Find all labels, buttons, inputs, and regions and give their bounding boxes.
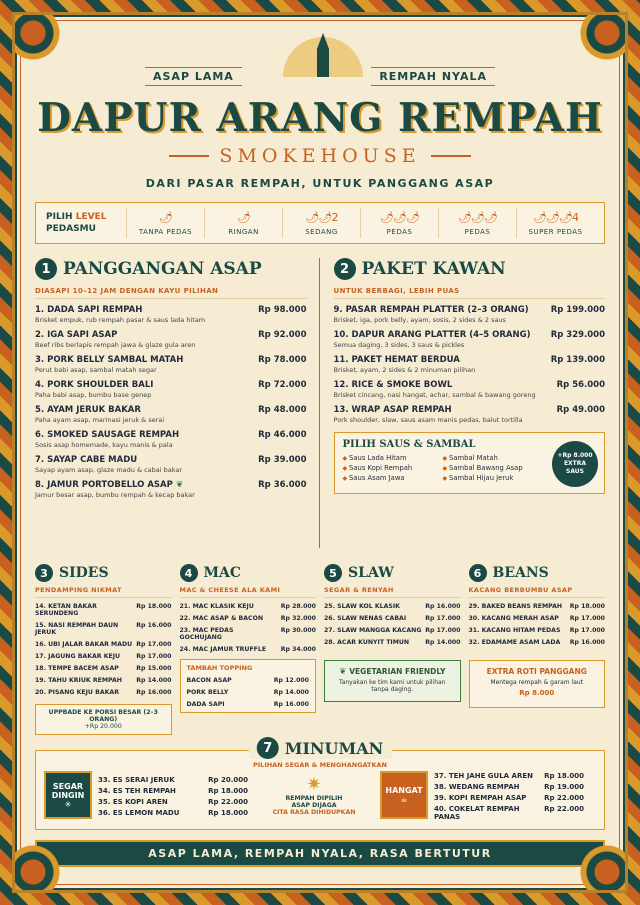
section-number: 4 (180, 564, 198, 582)
menu-item-price: Rp 199.000 (550, 305, 605, 315)
leaf-icon: ❦ (175, 480, 184, 490)
menu-item (35, 455, 307, 474)
menu-item (35, 653, 172, 660)
menu-item-text (334, 380, 536, 399)
sauce-item: ◆ Sambal Hijau Jeruk (443, 474, 543, 482)
menu-item (98, 776, 248, 784)
menu-item-price: Rp 12.000 (273, 677, 309, 684)
section-mac (180, 564, 317, 742)
menu-item-price: Rp 14.000 (273, 689, 309, 696)
menu-item-price: Rp 16.000 (136, 689, 172, 696)
cup-icon: ☕ (400, 795, 408, 804)
menu-item-desc: Brisket, iga, pork belly, ayam, sosis, 2 sides & 2 saus (333, 316, 506, 324)
menu-item-name: 13. WRAP ASAP REMPAH (333, 405, 452, 415)
menu-item (469, 615, 606, 622)
extra-roti-box (469, 660, 606, 708)
section-header (324, 564, 461, 582)
section-header (469, 564, 606, 582)
menu-panel (12, 12, 628, 893)
menu-item-name: 11. PAKET HEMAT BERDUA (333, 355, 460, 365)
menu-item (324, 627, 461, 634)
menu-item (187, 689, 310, 696)
sauce-item: ◆ Sambal Bawang Asap (443, 464, 543, 472)
drinks-row (44, 769, 596, 821)
spice-level-name: SUPER PEDAS (528, 227, 583, 236)
side-sections (35, 564, 605, 742)
chili-icon: 🌶🌶🌶 (458, 210, 497, 224)
corner-ornament (12, 842, 63, 893)
menu-item (180, 627, 317, 641)
menu-item-price: Rp 78.000 (258, 355, 307, 365)
menu-item-name: 35. ES KOPI AREN (98, 798, 168, 806)
menu-item-price: Rp 18.000 (208, 787, 248, 795)
spice-level (438, 208, 516, 238)
menu-item (35, 689, 172, 696)
menu-item (324, 639, 461, 646)
menu-item-name: 18. TEMPE BACEM ASAP (35, 665, 119, 672)
section-subtitle: SEGAR & RENYAH (324, 586, 461, 598)
menu-item-name: 38. WEDANG REMPAH (434, 783, 520, 791)
menu-item (469, 639, 606, 646)
menu-item-desc: Sosis asap homemade, kayu manis & pala (35, 441, 173, 449)
section-subtitle: PILIHAN SEGAR & MENGHANGATKAN (253, 761, 387, 769)
roti-price: Rp 8.000 (519, 689, 555, 697)
menu-item-price: Rp 18.000 (208, 809, 248, 817)
corner-ornament (577, 12, 628, 63)
menu-item-price: Rp 139.000 (550, 355, 605, 365)
hot-drinks-badge (380, 771, 428, 819)
sauce-item: ◆ Saus Kopi Rempah (343, 464, 443, 472)
menu-item (434, 794, 584, 802)
upgrade-note-price: +Rp 20.000 (84, 723, 122, 730)
hot-label: HANGAT (385, 786, 423, 795)
section-title: PANGGANGAN ASAP (63, 259, 262, 279)
menu-item-name: 32. EDAMAME ASAM LADA (468, 639, 561, 646)
topping-box (180, 659, 317, 713)
menu-item-name: 25. SLAW KOL KLASIK (324, 603, 400, 610)
menu-item (180, 646, 317, 653)
section-number: 3 (35, 564, 53, 582)
spice-levels (126, 208, 594, 238)
menu-item (334, 305, 606, 324)
item-list (35, 603, 172, 696)
subtitle: SMOKEHOUSE (219, 145, 421, 167)
menu-item (187, 701, 310, 708)
cold-drinks-list (98, 773, 248, 817)
menu-item (35, 603, 172, 617)
menu-item-name: 28. ACAR KUNYIT TIMUN (324, 639, 410, 646)
menu-item-price: Rp 22.000 (208, 798, 248, 806)
sauce-list (343, 454, 543, 482)
spice-level-name: RINGAN (228, 227, 259, 236)
chili-icon: 🌶🌶2 (305, 210, 338, 224)
menu-item-name: 30. KACANG MERAH ASAP (468, 615, 559, 622)
menu-item-text (35, 355, 183, 374)
menu-item (35, 305, 307, 324)
menu-item-desc: Brisket cincang, nasi hangat, achar, sambal & bawang goreng (333, 391, 536, 399)
menu-item (35, 430, 307, 449)
roti-desc: Mentega rempah & garam laut (490, 679, 584, 686)
menu-item-name: 33. ES SERAI JERUK (98, 776, 175, 784)
item-list (469, 603, 606, 646)
section-subtitle: UNTUK BERBAGI, LEBIH PUAS (334, 287, 606, 299)
section-number: 7 (257, 737, 279, 759)
spice-level (204, 208, 282, 238)
menu-item-name: 29. BAKED BEANS REMPAH (468, 603, 563, 610)
menu-item-name: 20. PISANG KEJU BAKAR (35, 689, 119, 696)
sauce-box (334, 432, 606, 494)
topping-list (187, 677, 310, 708)
menu-item-price: Rp 17.000 (425, 615, 461, 622)
menu-item-desc: Brisket, ayam, 2 sides & 2 minuman pilihan (333, 366, 476, 374)
section-title: BEANS (492, 565, 549, 581)
spice-level-name: TANPA PEDAS (138, 227, 193, 236)
menu-item (469, 627, 606, 634)
upgrade-note (35, 704, 172, 735)
roti-title: EXTRA ROTI PANGGANG (486, 667, 587, 676)
menu-item-price: Rp 16.000 (273, 701, 309, 708)
menu-item (334, 405, 606, 424)
spice-lead-level: LEVEL (75, 212, 107, 222)
section-title: SLAW (348, 565, 394, 581)
menu-item-name: 4. PORK SHOULDER BALI (35, 380, 154, 390)
menu-item-price: Rp 30.000 (280, 627, 316, 634)
menu-item-text (35, 380, 153, 399)
menu-item-name: 16. UBI JALAR BAKAR MADU (35, 641, 133, 648)
spice-level (126, 208, 204, 238)
menu-item-text (35, 430, 179, 449)
menu-item-price: Rp 22.000 (544, 794, 584, 802)
main-sections (35, 258, 605, 548)
menu-item-name: 36. ES LEMON MADU (98, 809, 180, 817)
menu-item-name: DADA SAPI (186, 701, 225, 708)
spice-level-bar (35, 202, 605, 244)
section-header (35, 564, 172, 582)
section-header (35, 258, 307, 280)
restaurant-title: DAPUR ARANG REMPAH (37, 95, 603, 141)
menu-item (180, 615, 317, 622)
spice-level (282, 208, 360, 238)
menu-item-name: 24. MAC JAMUR TRUFFLE (179, 646, 267, 653)
motto-line-1: REMPAH DIPILIH (285, 795, 343, 802)
menu-item-price: Rp 15.000 (136, 665, 172, 672)
menu-item-price: Rp 14.000 (425, 639, 461, 646)
chili-icon: 🌶🌶🌶 (380, 210, 419, 224)
menu-item-price: Rp 72.000 (258, 380, 307, 390)
vegetarian-title-text: VEGETARIAN FRIENDLY (349, 667, 446, 676)
menu-item-name: 27. SLAW MANGGA KACANG (324, 627, 422, 634)
menu-item-name: 5. AYAM JERUK BAKAR (35, 405, 141, 415)
tagline: DARI PASAR REMPAH, UNTUK PANGGANG ASAP (145, 177, 495, 190)
menu-item-desc: Beef ribs berlapis rempah jawa & glaze gula aren (35, 341, 196, 349)
section-subtitle: DIASAPI 10–12 JAM DENGAN KAYU PILIHAN (35, 287, 307, 299)
menu-item (187, 677, 310, 684)
menu-item-name: 40. COKELAT REMPAH PANAS (434, 805, 520, 821)
menu-item (35, 665, 172, 672)
menu-item-text (334, 305, 529, 324)
menu-item (35, 641, 172, 648)
menu-item-price: Rp 22.000 (544, 805, 584, 813)
spice-lead (46, 211, 126, 235)
menu-item-price: Rp 98.000 (258, 305, 307, 315)
menu-item-name: 39. KOPI REMPAH ASAP (434, 794, 527, 802)
section-subtitle: PENDAMPING NIKMAT (35, 586, 172, 598)
menu-item-name: 31. KACANG HITAM PEDAS (468, 627, 561, 634)
menu-item (35, 622, 172, 636)
menu-item-text (334, 405, 523, 424)
menu-item-text (35, 305, 205, 324)
menu-item-price: Rp 34.000 (280, 646, 316, 653)
star-icon: ✷ (306, 774, 322, 795)
menu-item-name: 17. JAGUNG BAKAR KEJU (35, 653, 121, 660)
menu-item-text (334, 355, 476, 374)
menu-item-desc: Perut babi asap, sambal matah segar (35, 366, 157, 374)
vegetarian-desc: Tanyakan ke tim kami untuk pilihan tanpa daging. (339, 679, 446, 693)
section-beans (469, 564, 606, 742)
vegetarian-box (324, 660, 461, 702)
chili-icon: 🌶 (237, 210, 250, 224)
drinks-motto (254, 774, 374, 816)
menu-item-name: 23. MAC PEDAS GOCHUJANG (179, 627, 234, 641)
menu-item (98, 798, 248, 806)
menu-item (35, 380, 307, 399)
section-header (180, 564, 317, 582)
menu-item-desc: Brisket empuk, rub rempah pasar & saus lada hitam (35, 316, 206, 324)
menu-item (180, 603, 317, 610)
menu-item-text (35, 480, 195, 499)
menu-item-name: PORK BELLY (186, 689, 229, 696)
menu-item-text (35, 330, 195, 349)
menu-item (434, 772, 584, 780)
menu-item-price: Rp 32.000 (280, 615, 316, 622)
menu-item-price: Rp 49.000 (556, 405, 605, 415)
hot-drinks-list (434, 769, 584, 821)
spice-level-name: PEDAS (386, 227, 413, 236)
section-title: MINUMAN (284, 738, 384, 758)
menu-item-desc: Paha babi asap, bumbu base genep (35, 391, 152, 399)
ornament-divider (169, 155, 209, 157)
menu-item-name: 15. NASI REMPAH DAUN JERUK (35, 622, 119, 636)
spice-level (516, 208, 594, 238)
section-header (334, 258, 606, 280)
motto-line-3: CITA RASA DIHIDUPKAN (272, 809, 356, 816)
menu-item-price: Rp 16.000 (569, 639, 605, 646)
menu-item-name: 21. MAC KLASIK KEJU (179, 603, 254, 610)
menu-item (324, 615, 461, 622)
spice-lead-text: PILIH (46, 212, 73, 222)
menu-item (35, 677, 172, 684)
menu-item-name: BACON ASAP (186, 677, 232, 684)
menu-item-price: Rp 16.000 (136, 622, 172, 629)
tag-right: REMPAH NYALA (371, 67, 495, 86)
menu-item-price: Rp 18.000 (136, 603, 172, 610)
section-subtitle: KACANG BERBUMBU ASAP (469, 586, 606, 598)
menu-item-price: Rp 17.000 (569, 627, 605, 634)
upgrade-note-text: UPPBADE KE PORSI BESAR (2–3 ORANG) (48, 709, 158, 723)
menu-item-desc: Pork shoulder, slaw, saus asam manis pedas, balut tortilla (333, 416, 523, 424)
menu-item-price: Rp 28.000 (280, 603, 316, 610)
sauce-item: ◆ Saus Asam Jawa (343, 474, 443, 482)
section-number: 1 (35, 258, 57, 280)
menu-item-text (334, 330, 531, 349)
menu-item-desc: Semua daging, 3 sides, 3 saus & pickles (333, 341, 465, 349)
menu-item (98, 809, 248, 817)
menu-item-desc: Sayap ayam asap, glaze madu & cabai bakar (35, 466, 183, 474)
section-slaw (324, 564, 461, 742)
menu-item-desc: Jamur besar asap, bumbu rempah & kecap bakar (35, 491, 195, 499)
menu-item (434, 805, 584, 821)
motto-line-2: ASAP DIJAGA (291, 802, 337, 809)
menu-item-name: 26. SLAW NENAS CABAI (324, 615, 407, 622)
menu-item-price: Rp 19.000 (544, 783, 584, 791)
menu-item-price: Rp 48.000 (258, 405, 307, 415)
tag-left: ASAP LAMA (145, 67, 242, 86)
ornament-divider (431, 155, 471, 157)
cold-label: SEGAR DINGIN (51, 781, 85, 800)
menu-item-name: 19. TAHU KRIUK REMPAH (35, 677, 122, 684)
section-minuman (35, 738, 605, 830)
menu-item-name: 22. MAC ASAP & BACON (179, 615, 264, 622)
menu-item (434, 783, 584, 791)
spice-level-name: PEDAS (464, 227, 491, 236)
menu-item-name: 10. DAPUR ARANG PLATTER (4–5 ORANG) (333, 330, 531, 340)
menu-item-price: Rp 14.000 (136, 677, 172, 684)
section-title: MAC (203, 565, 242, 581)
menu-item (35, 405, 307, 424)
menu-item-price: Rp 17.000 (569, 615, 605, 622)
menu-item (334, 380, 606, 399)
footer-banner: ASAP LAMA, REMPAH NYALA, RASA BERTUTUR (35, 840, 605, 867)
menu-item-price: Rp 46.000 (258, 430, 307, 440)
menu-item-price: Rp 20.000 (208, 776, 248, 784)
section-number: 2 (334, 258, 356, 280)
menu-item-name: 12. RICE & SMOKE BOWL (333, 380, 453, 390)
menu-item (324, 603, 461, 610)
subtitle-row (35, 145, 605, 167)
spice-level (360, 208, 438, 238)
corner-ornament (12, 12, 63, 63)
menu-item-price: Rp 16.000 (425, 603, 461, 610)
item-list (35, 305, 307, 499)
chili-icon: 🌶🌶🌶4 (533, 210, 578, 224)
menu-item-name: 34. ES TEH REMPAH (98, 787, 176, 795)
menu-item-name: 37. TEH JAHE GULA AREN (434, 772, 533, 780)
menu-item (35, 480, 307, 499)
section-header (249, 737, 392, 759)
spice-level-name: SEDANG (305, 227, 338, 236)
menu-item-price: Rp 18.000 (544, 772, 584, 780)
section-subtitle: MAC & CHEESE ALA KAMI (180, 586, 317, 598)
section-title: PAKET KAWAN (361, 259, 506, 279)
menu-item-price: Rp 39.000 (258, 455, 307, 465)
menu-item (98, 787, 248, 795)
vegetarian-title (331, 667, 454, 677)
menu-item-name: 7. SAYAP CABE MADU (35, 455, 138, 465)
menu-item (35, 355, 307, 374)
menu-item (469, 603, 606, 610)
menu-item-price: Rp 17.000 (136, 653, 172, 660)
menu-item-price: Rp 17.000 (425, 627, 461, 634)
section-title: SIDES (59, 565, 109, 581)
menu-item (334, 355, 606, 374)
menu-item-price: Rp 36.000 (258, 480, 307, 490)
sauce-title: PILIH SAUS & SAMBAL (342, 439, 476, 450)
menu-item-name: 3. PORK BELLY SAMBAL MATAH (35, 355, 184, 365)
spice-lead-text-2: PEDASMU (46, 224, 96, 234)
item-list (180, 603, 317, 653)
menu-item-price: Rp 56.000 (556, 380, 605, 390)
sauce-item: ◆ Saus Lada Hitam (343, 454, 443, 462)
item-list (324, 603, 461, 646)
item-list (334, 305, 606, 424)
topping-title: TAMBAH TOPPING (186, 664, 253, 672)
menu-item-name: 14. KETAN BAKAR SERUNDENG (35, 603, 97, 617)
menu-item-price: Rp 329.000 (550, 330, 605, 340)
menu-item-name: 9. PASAR REMPAH PLATTER (2–3 ORANG) (333, 305, 529, 315)
menu-item-price: Rp 17.000 (136, 641, 172, 648)
corner-ornament (577, 842, 628, 893)
menu-item-text (35, 455, 182, 474)
menu-item-name: 6. SMOKED SAUSAGE REMPAH (35, 430, 180, 440)
menu-item (334, 330, 606, 349)
extra-sauce-badge: +Rp 8.000 EXTRA SAUS (552, 441, 598, 487)
menu-item-name: 1. DADA SAPI REMPAH (35, 305, 143, 315)
menu-item-name: 2. IGA SAPI ASAP (35, 330, 118, 340)
section-number: 6 (469, 564, 487, 582)
menu-item-desc: Paha ayam asap, marinasi jeruk & serai (35, 416, 165, 424)
section-panggangan (35, 258, 320, 548)
cold-drinks-badge (44, 771, 92, 819)
sauce-item: ◆ Sambal Matah (443, 454, 543, 462)
chili-icon: 🌶 (159, 210, 172, 224)
menu-item (35, 330, 307, 349)
leaf-icon: ❦ (339, 667, 347, 677)
sun-torch-icon (273, 29, 373, 79)
section-sides (35, 564, 172, 742)
menu-item-name: 8. JAMUR PORTOBELLO ASAP ❦ (35, 480, 184, 490)
menu-item-price: Rp 92.000 (258, 330, 307, 340)
snowflake-icon: ✳ (64, 799, 72, 809)
menu-item-price: Rp 18.000 (569, 603, 605, 610)
menu-item-text (35, 405, 164, 424)
section-paket (320, 258, 606, 548)
section-number: 5 (324, 564, 342, 582)
